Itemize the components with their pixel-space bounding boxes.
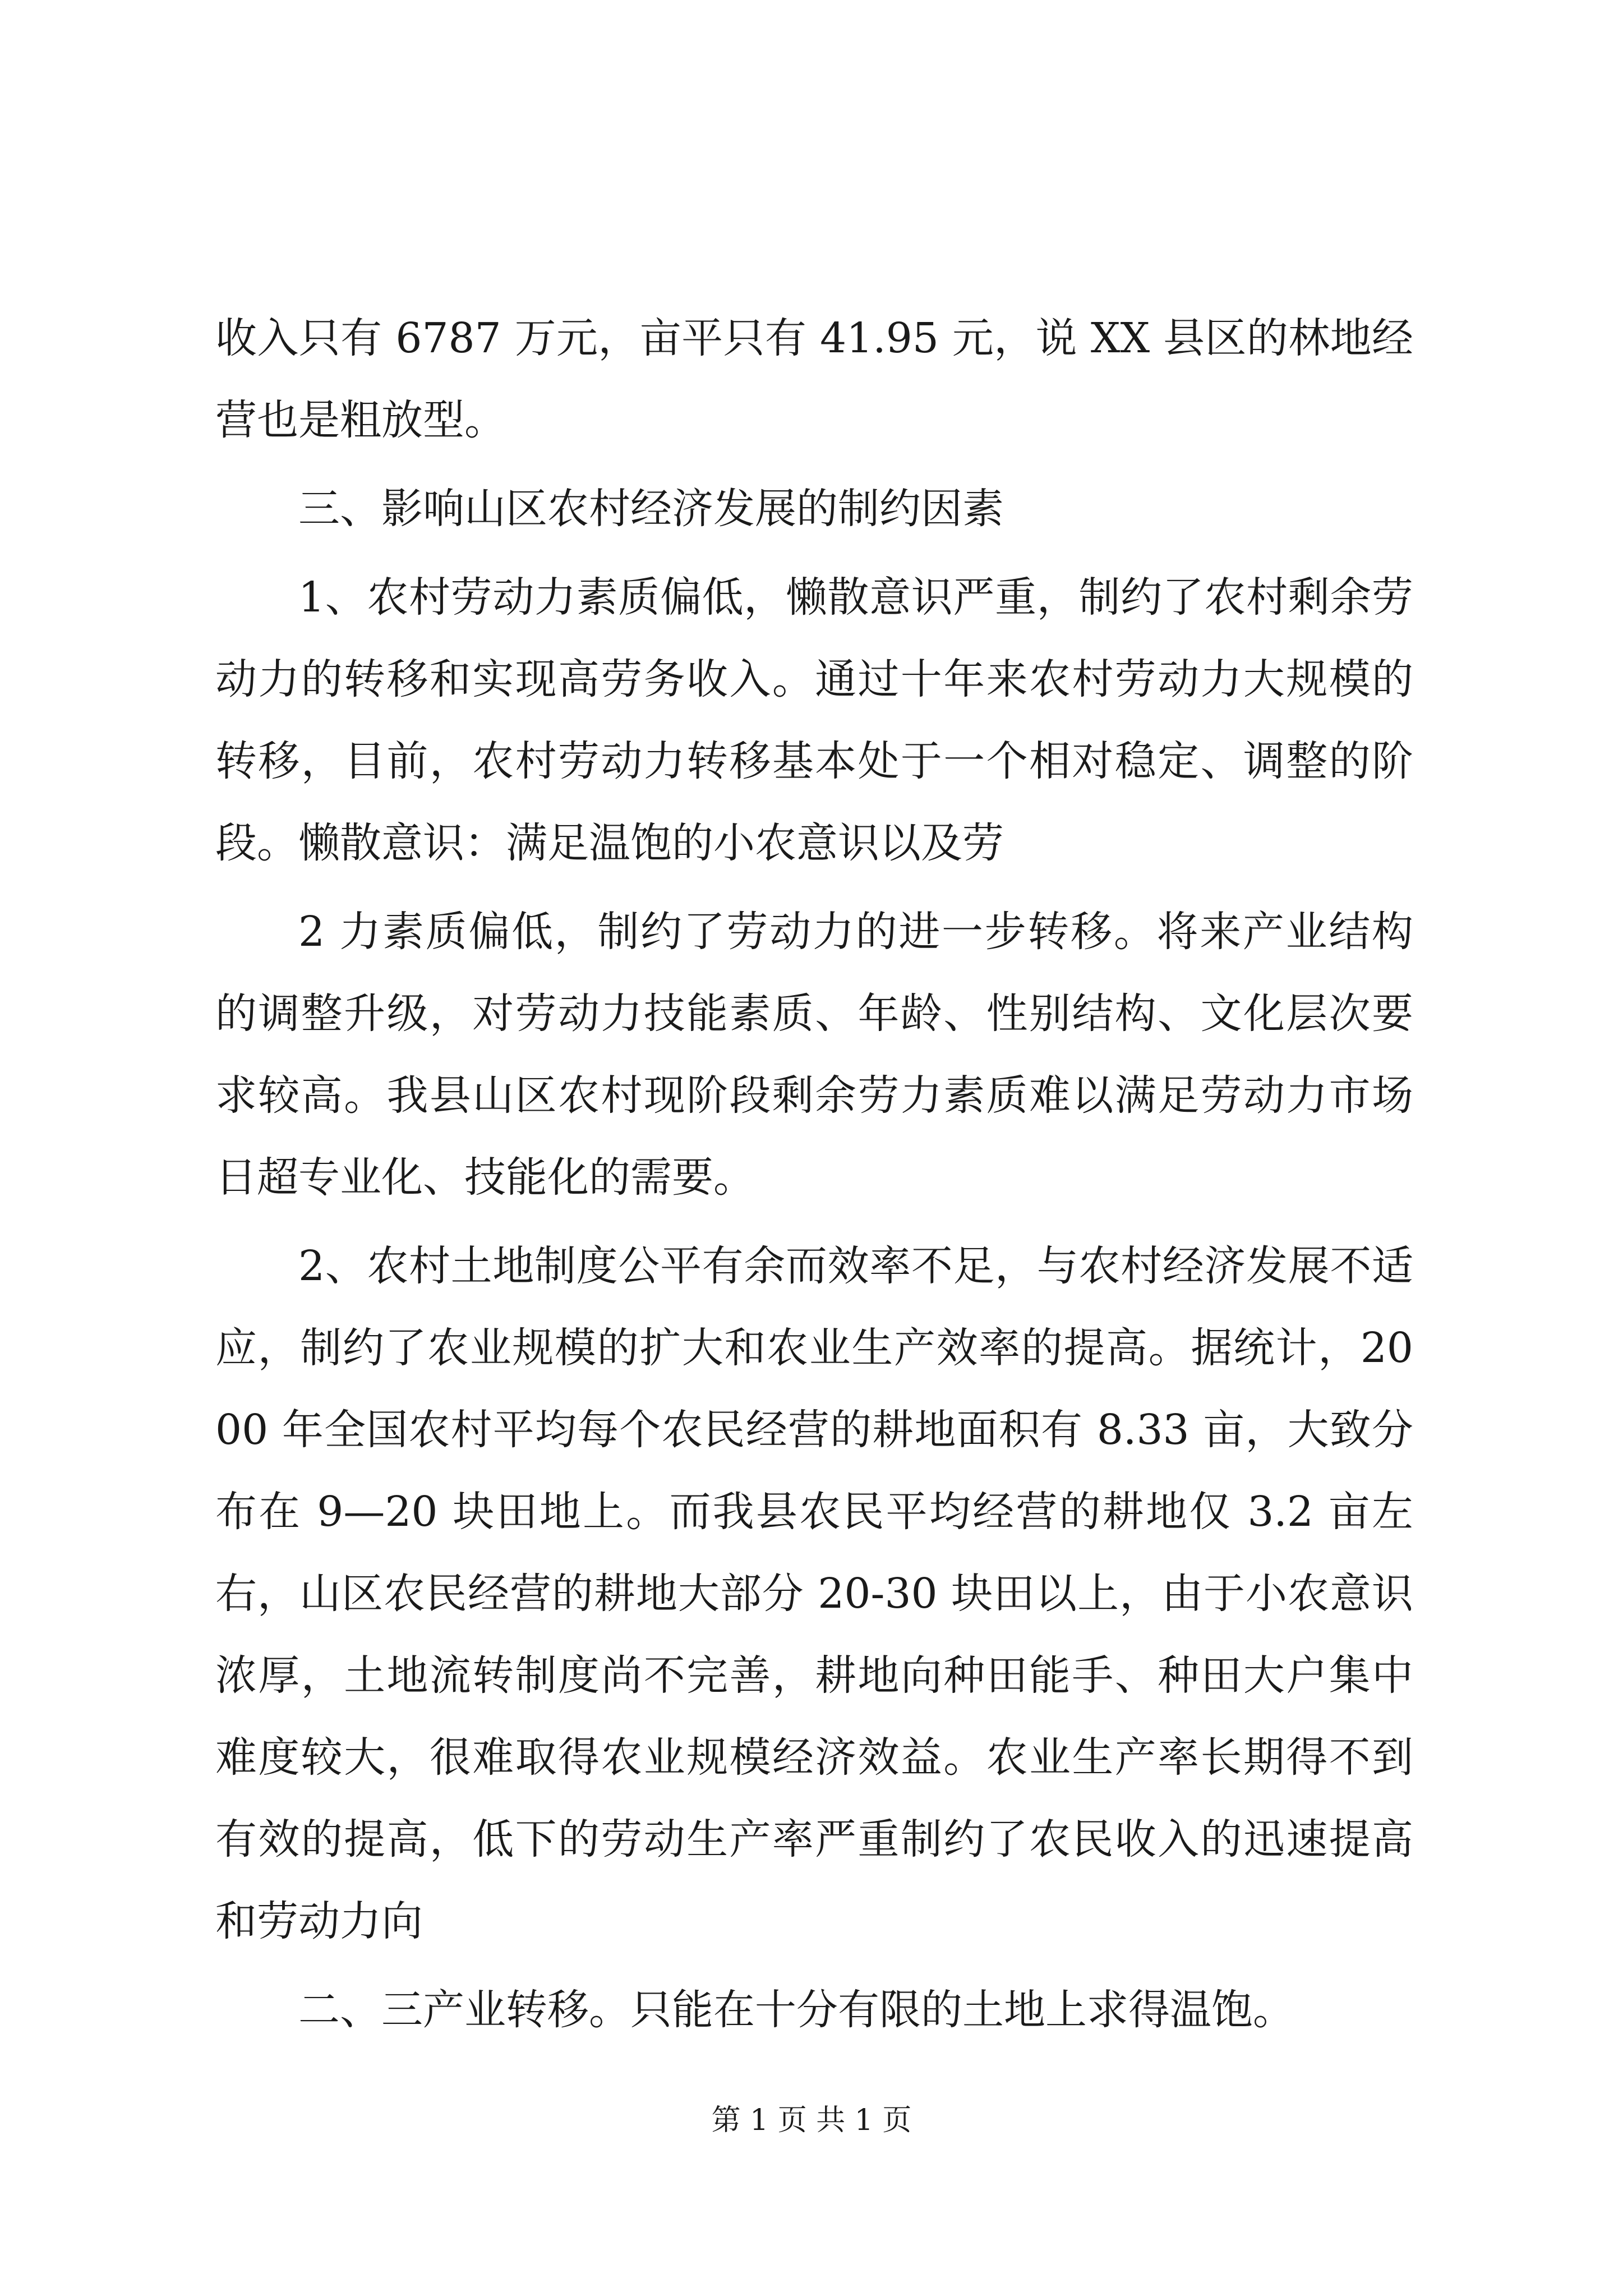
paragraph-5: 二、三产业转移。只能在十分有限的土地上求得温饱。 [298, 1986, 1294, 2034]
paragraph-2: 1、农村劳动力素质偏低，懒散意识严重，制约了农村剩余劳动力的转移和实现高劳务收入。通过十年来农村劳动力大规模的转移，目前，农村劳动力转移基本处于一个相对稳定、调整的阶段。懒散意识：满足温饱的小农意识以及劳 [215, 573, 1413, 867]
paragraph-1: 收入只有 6787 万元，亩平只有 41.95 元，说 XX 县区的林地经营也是粗放型。 [215, 314, 1413, 444]
section-heading: 三、影响山区农村经济发展的制约因素 [298, 485, 1004, 533]
document-body [215, 297, 1413, 2058]
page-footer: 第 1 页 共 1 页 [711, 2104, 912, 2137]
paragraph-3: 2 力素质偏低，制约了劳动力的进一步转移。将来产业结构的调整升级，对劳动力技能素质、年龄、性别结构、文化层次要求较高。我县山区农村现阶段剩余劳力素质难以满足劳动力市场日超专业化、技能化的需要。 [215, 908, 1413, 1202]
paragraph-4: 2、农村土地制度公平有余而效率不足，与农村经济发展不适应，制约了农业规模的扩大和农业生产效率的提高。据统计，2000 年全国农村平均每个农民经营的耕地面积有 8.33 亩，大致分布在 9—20 块田地上。而我县农民平均经营的耕地仅 3.2 亩左右，山区农民经营的耕地大部分 20-30 块田以上，由于小农意识浓厚，土地流转制度尚不完善，耕地向种田能手、种田大户集中难度较大，很难取得农业规模经济效益。农业生产率长期得不到有效的提高，低下的劳动生产率严重制约了农民收入的迅速提高和劳动力向 [215, 1242, 1413, 1945]
